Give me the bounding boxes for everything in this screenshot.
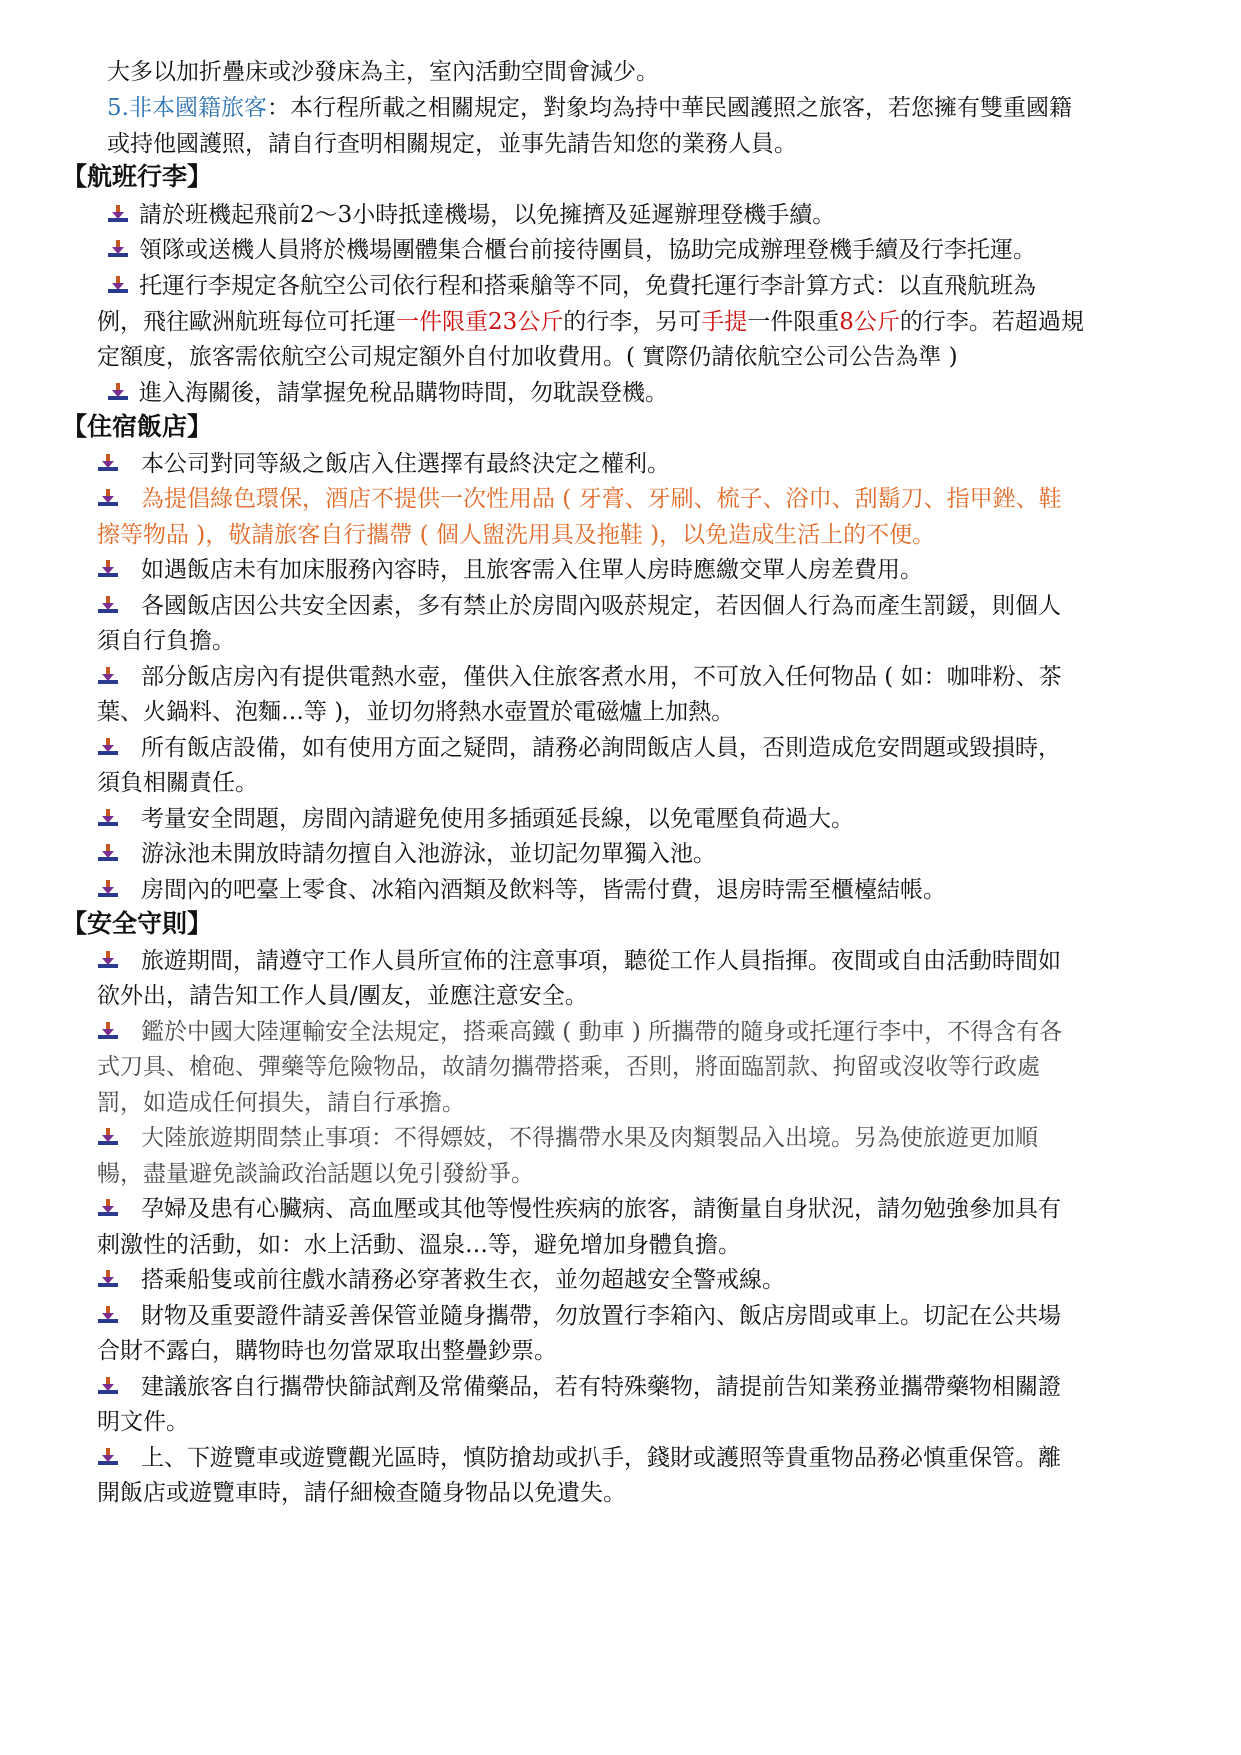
safety-item-6: 財物及重要證件請妥善保管並隨身攜帶，勿放置行李箱內、飯店房間或車上。切記在公共場 — [97, 1297, 1061, 1335]
hotel-item-5-line2: 葉、火鍋料、泡麵…等 )，並切勿將熱水壺置於電磁爐上加熱。 — [97, 699, 735, 725]
flight-item-3: 托運行李規定各航空公司依行程和搭乘艙等不同，免費托運行李計算方式：以直飛航班為 — [107, 267, 1036, 305]
hotel-item-2-line2: 擦等物品 )，敬請旅客自行攜帶 ( 個人盥洗用具及拖鞋 )，以免造成生活上的不便。 — [97, 522, 936, 548]
safety-item-3-line2: 暢，盡量避免談論政治話題以免引發紛爭。 — [97, 1161, 534, 1187]
hotel-item-3: 如遇飯店未有加床服務內容時，且旅客需入住單人房時應繳交單人房差費用。 — [97, 551, 923, 589]
download-arrow-icon — [97, 452, 119, 474]
safety-item-3: 大陸旅遊期間禁止事項：不得嫖妓，不得攜帶水果及肉類製品入出境。另為使旅遊更加順 — [97, 1119, 1038, 1157]
safety-item-2-line2: 式刀具、槍砲、彈藥等危險物品，故請勿攜帶搭乘，否則，將面臨罰款、拘留或沒收等行政處 — [97, 1054, 1040, 1080]
safety-item-2-line3: 罰，如造成任何損失，請自行承擔。 — [97, 1090, 465, 1116]
hotel-item-2: 為提倡綠色環保，酒店不提供一次性用品 ( 牙膏、牙刷、梳子、浴巾、刮鬍刀、指甲銼、鞋 — [97, 480, 1062, 518]
flight-item-3-line3: 定額度，旅客需依航空公司規定額外自付加收費用。( 實際仍請依航空公司公告為準 ) — [97, 344, 958, 370]
safety-item-1: 旅遊期間，請遵守工作人員所宣佈的注意事項，聽從工作人員指揮。夜間或自由活動時間如 — [97, 942, 1061, 980]
download-arrow-icon — [97, 842, 119, 864]
hotel-item-6-line2: 須負相關責任。 — [97, 770, 258, 796]
download-arrow-icon — [97, 1304, 119, 1326]
download-arrow-icon — [97, 1268, 119, 1290]
safety-item-5: 搭乘船隻或前往戲水請務必穿著救生衣，並勿超越安全警戒線。 — [97, 1261, 785, 1299]
download-arrow-icon — [107, 274, 129, 296]
download-arrow-icon — [97, 1446, 119, 1468]
download-arrow-icon — [97, 1126, 119, 1148]
download-arrow-icon — [97, 1197, 119, 1219]
download-arrow-icon — [107, 203, 129, 225]
safety-item-1-line2: 欲外出，請告知工作人員/團友，並應注意安全。 — [97, 983, 588, 1009]
download-arrow-icon — [107, 238, 129, 260]
section-heading-hotel: 【住宿飯店】 — [62, 412, 213, 441]
flight-item-3-line2: 例，飛往歐洲航班每位可托運一件限重23公斤的行李，另可手提一件限重8公斤的行李。若超過規 — [97, 309, 1084, 335]
hotel-item-4: 各國飯店因公共安全因素，多有禁止於房間內吸菸規定，若因個人行為而產生罰鍰，則個人 — [97, 587, 1061, 625]
safety-item-4: 孕婦及患有心臟病、高血壓或其他等慢性疾病的旅客，請衡量自身狀況，請勿勉強參加具有 — [97, 1190, 1061, 1228]
safety-item-8-line2: 開飯店或遊覽車時，請仔細檢查隨身物品以免遺失。 — [97, 1480, 626, 1506]
safety-item-7: 建議旅客自行攜帶快篩試劑及常備藥品，若有特殊藥物，請提前告知業務並攜帶藥物相關證 — [97, 1368, 1061, 1406]
download-arrow-icon — [107, 381, 129, 403]
download-arrow-icon — [97, 736, 119, 758]
note5-line2: 或持他國護照，請自行查明相關規定，並事先請告知您的業務人員。 — [107, 131, 797, 157]
note5-line1: 5.非本國籍旅客：本行程所載之相關規定，對象均為持中華民國護照之旅客，若您擁有雙重國籍 — [107, 95, 1072, 121]
download-arrow-icon — [97, 487, 119, 509]
download-arrow-icon — [97, 807, 119, 829]
download-arrow-icon — [97, 665, 119, 687]
hotel-item-9: 房間內的吧臺上零食、冰箱內酒類及飲料等，皆需付費，退房時需至櫃檯結帳。 — [97, 871, 946, 909]
hotel-item-8: 游泳池未開放時請勿擅自入池游泳，並切記勿單獨入池。 — [97, 835, 716, 873]
safety-item-6-line2: 合財不露白，購物時也勿當眾取出整疊鈔票。 — [97, 1338, 557, 1364]
safety-item-2: 鑑於中國大陸運輸安全法規定，搭乘高鐵 ( 動車 ) 所攜帶的隨身或托運行李中，不得含有各 — [97, 1013, 1062, 1051]
safety-item-8: 上、下遊覽車或遊覽觀光區時，慎防搶劫或扒手，錢財或護照等貴重物品務必慎重保管。離 — [97, 1439, 1061, 1477]
download-arrow-icon — [97, 1020, 119, 1042]
hotel-item-6: 所有飯店設備，如有使用方面之疑問，請務必詢問飯店人員，否則造成危安問題或毀損時， — [97, 729, 1061, 767]
safety-item-4-line2: 刺激性的活動，如：水上活動、溫泉…等，避免增加身體負擔。 — [97, 1232, 741, 1258]
download-arrow-icon — [97, 558, 119, 580]
download-arrow-icon — [97, 949, 119, 971]
note5-label: 5.非本國籍旅客 — [107, 95, 267, 121]
section-heading-flight: 【航班行李】 — [62, 162, 213, 191]
download-arrow-icon — [97, 594, 119, 616]
hotel-item-4-line2: 須自行負擔。 — [97, 628, 235, 654]
safety-item-7-line2: 明文件。 — [97, 1409, 189, 1435]
hotel-item-5: 部分飯店房內有提供電熱水壺，僅供入住旅客煮水用，不可放入任何物品 ( 如：咖啡粉、茶 — [97, 658, 1062, 696]
flight-item-2: 領隊或送機人員將於機場團體集合櫃台前接待團員，協助完成辦理登機手續及行李托運。 — [107, 231, 1036, 269]
flight-item-4: 進入海關後，請掌握免稅品購物時間，勿耽誤登機。 — [107, 374, 668, 412]
intro-line: 大多以加折疊床或沙發床為主，室內活動空間會減少。 — [107, 59, 659, 85]
hotel-item-1: 本公司對同等級之飯店入住選擇有最終決定之權利。 — [97, 445, 670, 483]
hotel-item-7: 考量安全問題，房間內請避免使用多插頭延長線，以免電壓負荷過大。 — [97, 800, 854, 838]
section-heading-safety: 【安全守則】 — [62, 909, 213, 938]
download-arrow-icon — [97, 878, 119, 900]
download-arrow-icon — [97, 1375, 119, 1397]
flight-item-1: 請於班機起飛前2～3小時抵達機場，以免擁擠及延遲辦理登機手續。 — [107, 196, 835, 234]
